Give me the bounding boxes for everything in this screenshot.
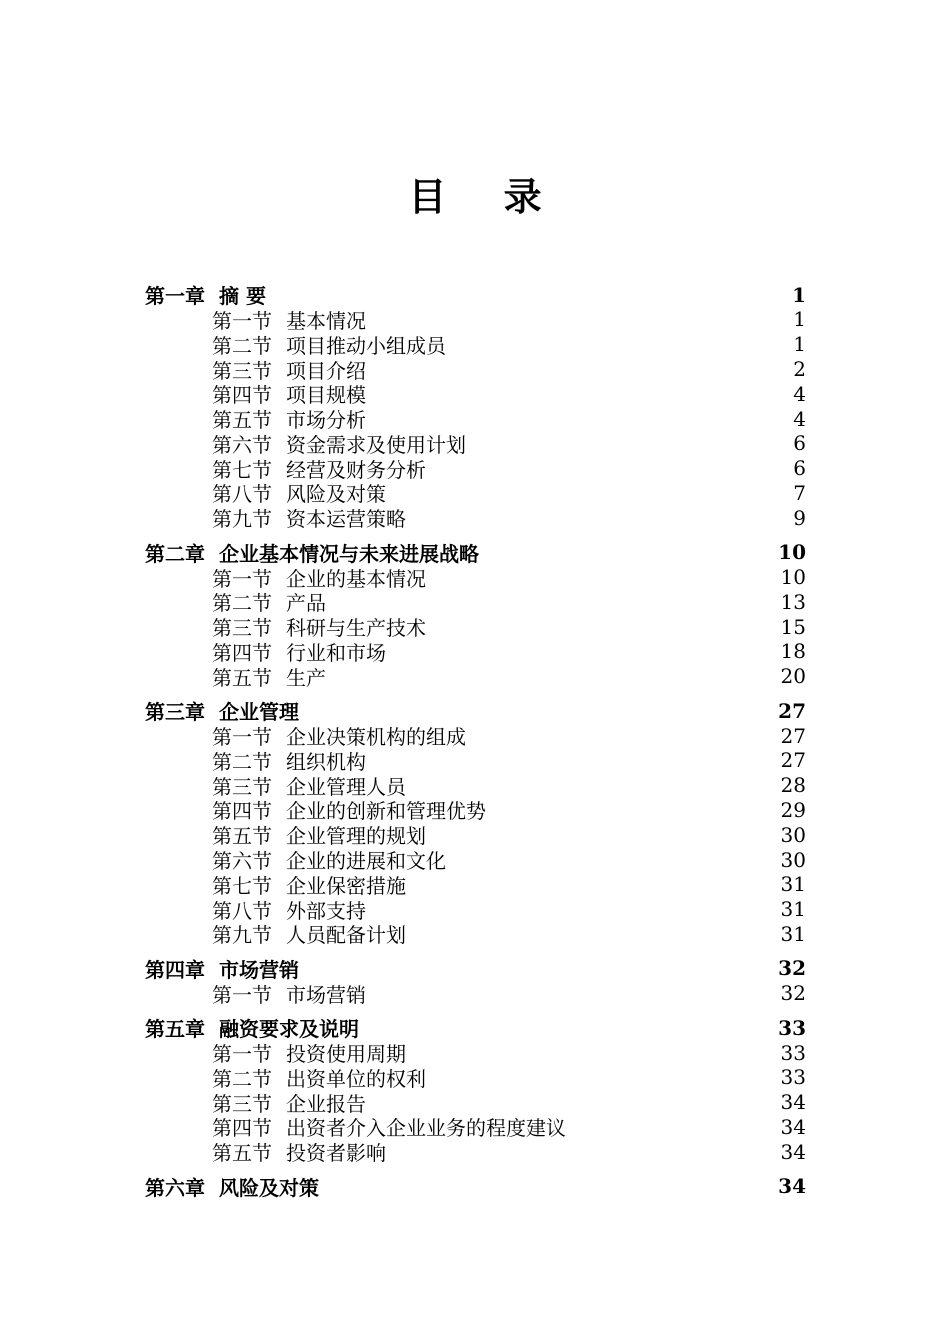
chapter-page-number: 32 (778, 956, 806, 981)
section-number: 第九节 (212, 923, 272, 948)
section-number: 第二节 (212, 591, 272, 616)
section-page-number: 34 (780, 1139, 806, 1164)
section-page-number: 18 (780, 639, 806, 664)
section-number: 第一节 (212, 566, 272, 591)
chapter-name: 摘 要 (219, 284, 266, 308)
toc-section-entry[interactable] (145, 332, 806, 357)
section-page-number: 10 (780, 565, 806, 590)
section-name: 企业报告 (286, 1091, 366, 1116)
toc-section-entry[interactable] (145, 748, 806, 773)
section-name: 项目规模 (286, 383, 366, 408)
section-name: 基本情况 (286, 308, 366, 333)
toc-section-entry[interactable] (145, 847, 806, 872)
section-title (145, 662, 326, 691)
section-number: 第七节 (212, 457, 272, 482)
section-title (145, 919, 406, 948)
section-number: 第四节 (212, 799, 272, 824)
section-name: 生产 (286, 665, 326, 690)
section-number: 第一节 (212, 982, 272, 1007)
section-number: 第八节 (212, 482, 272, 507)
toc-section-entry[interactable] (145, 1139, 806, 1164)
section-page-number: 28 (780, 773, 806, 798)
chapter-number: 第一章 (145, 284, 205, 308)
section-number: 第四节 (212, 640, 272, 665)
section-page-number: 30 (780, 822, 806, 847)
section-page-number: 34 (780, 1090, 806, 1115)
section-page-number: 20 (780, 664, 806, 689)
toc-section-entry[interactable] (145, 639, 806, 664)
section-page-number: 29 (780, 797, 806, 822)
toc-chapter-entry[interactable] (145, 698, 806, 723)
section-number: 第一节 (212, 308, 272, 333)
section-name: 市场分析 (286, 408, 366, 433)
section-number: 第五节 (212, 408, 272, 433)
chapter-page-number: 34 (778, 1174, 806, 1199)
chapter-page-number: 1 (792, 282, 806, 307)
section-name: 企业决策机构的组成 (286, 725, 466, 750)
toc-section-entry[interactable] (145, 981, 806, 1006)
section-page-number: 33 (780, 1040, 806, 1065)
section-number: 第六节 (212, 432, 272, 457)
toc-section-entry[interactable] (145, 798, 806, 823)
page-title: 目 录 (408, 174, 564, 219)
section-page-number: 27 (780, 723, 806, 748)
section-page-number: 7 (793, 480, 806, 505)
toc-section-entry[interactable] (145, 897, 806, 922)
section-title (145, 503, 406, 532)
section-name: 项目介绍 (286, 358, 366, 383)
section-name: 资金需求及使用计划 (286, 432, 466, 457)
section-name: 科研与生产技术 (286, 616, 426, 641)
toc-chapter-entry[interactable] (145, 1015, 806, 1040)
section-page-number: 33 (780, 1065, 806, 1090)
section-page-number: 31 (780, 872, 806, 897)
section-title (145, 979, 366, 1008)
section-number: 第三节 (212, 358, 272, 383)
toc-section-entry[interactable] (145, 922, 806, 947)
section-name: 风险及对策 (286, 482, 386, 507)
section-name: 企业管理人员 (286, 774, 406, 799)
toc-section-entry[interactable] (145, 589, 806, 614)
section-page-number: 31 (780, 921, 806, 946)
toc-section-entry[interactable] (145, 481, 806, 506)
toc-chapter-entry[interactable] (145, 956, 806, 981)
toc-section-entry[interactable] (145, 307, 806, 332)
section-page-number: 30 (780, 847, 806, 872)
section-page-number: 27 (780, 748, 806, 773)
section-title (145, 1137, 386, 1166)
chapter-name: 风险及对策 (219, 1175, 319, 1200)
chapter-page-number: 27 (778, 698, 806, 723)
section-name: 市场营销 (286, 982, 366, 1007)
section-number: 第七节 (212, 873, 272, 898)
chapter-number: 第三章 (145, 700, 205, 725)
section-name: 行业和市场 (286, 640, 386, 665)
section-number: 第三节 (212, 616, 272, 641)
section-page-number: 31 (780, 897, 806, 922)
section-number: 第三节 (212, 1091, 272, 1116)
section-number: 第五节 (212, 665, 272, 690)
section-page-number: 32 (780, 981, 806, 1006)
toc-chapter-entry[interactable] (145, 282, 806, 307)
section-number: 第一节 (212, 725, 272, 750)
chapter-page-number: 10 (778, 540, 806, 565)
section-page-number: 6 (793, 456, 806, 481)
toc-section-entry[interactable] (145, 723, 806, 748)
section-page-number: 4 (793, 406, 806, 431)
section-page-number: 4 (793, 381, 806, 406)
toc-section-entry[interactable] (145, 773, 806, 798)
section-name: 产品 (286, 591, 326, 616)
section-name: 企业管理的规划 (286, 824, 426, 849)
toc-section-entry[interactable] (145, 431, 806, 456)
section-number: 第五节 (212, 824, 272, 849)
section-name: 项目推动小组成员 (286, 333, 446, 358)
section-name: 组织机构 (286, 749, 366, 774)
chapter-page-number: 33 (778, 1015, 806, 1040)
chapter-name: 企业管理 (219, 700, 299, 725)
section-name: 出资单位的权利 (286, 1066, 426, 1091)
section-name: 企业保密措施 (286, 873, 406, 898)
toc-chapter-entry[interactable] (145, 1174, 806, 1199)
section-number: 第八节 (212, 898, 272, 923)
toc-section-entry[interactable] (145, 406, 806, 431)
section-page-number: 1 (793, 332, 806, 357)
toc-section-entry[interactable] (145, 614, 806, 639)
section-page-number: 34 (780, 1114, 806, 1139)
section-number: 第二节 (212, 1066, 272, 1091)
chapter-name: 市场营销 (219, 957, 299, 982)
toc-section-entry[interactable] (145, 1065, 806, 1090)
section-page-number: 1 (793, 307, 806, 332)
chapter-title (145, 1172, 319, 1201)
toc-section-entry[interactable] (145, 1090, 806, 1115)
section-number: 第九节 (212, 507, 272, 532)
section-number: 第一节 (212, 1042, 272, 1067)
section-number: 第六节 (212, 849, 272, 874)
chapter-number: 第五章 (145, 1017, 205, 1042)
section-name: 企业的创新和管理优势 (286, 799, 486, 824)
section-number: 第五节 (212, 1141, 272, 1166)
section-name: 企业的基本情况 (286, 566, 426, 591)
toc-section-entry[interactable] (145, 664, 806, 689)
toc-section-entry[interactable] (145, 872, 806, 897)
section-page-number: 13 (780, 589, 806, 614)
section-name: 企业的进展和文化 (286, 849, 446, 874)
section-number: 第二节 (212, 749, 272, 774)
toc-section-entry[interactable] (145, 1115, 806, 1140)
section-name: 资本运营策略 (286, 507, 406, 532)
section-page-number: 6 (793, 431, 806, 456)
section-number: 第四节 (212, 383, 272, 408)
section-number: 第四节 (212, 1116, 272, 1141)
section-page-number: 2 (793, 356, 806, 381)
toc-section-entry[interactable] (145, 381, 806, 406)
toc-chapter-entry[interactable] (145, 540, 806, 565)
chapter-number: 第六章 (145, 1175, 205, 1200)
chapter-name: 企业基本情况与未来进展战略 (219, 541, 479, 566)
section-number: 第二节 (212, 333, 272, 358)
chapter-name: 融资要求及说明 (219, 1017, 359, 1042)
section-name: 出资者介入企业业务的程度建议 (286, 1116, 566, 1141)
section-name: 投资者影响 (286, 1141, 386, 1166)
chapter-number: 第二章 (145, 541, 205, 566)
section-name: 投资使用周期 (286, 1042, 406, 1067)
section-page-number: 9 (793, 505, 806, 530)
toc-section-entry[interactable] (145, 565, 806, 590)
section-number: 第三节 (212, 774, 272, 799)
section-name: 外部支持 (286, 898, 366, 923)
chapter-number: 第四章 (145, 957, 205, 982)
toc-section-entry[interactable] (145, 357, 806, 382)
toc-section-entry[interactable] (145, 456, 806, 481)
section-name: 经营及财务分析 (286, 457, 426, 482)
section-name: 人员配备计划 (286, 923, 406, 948)
section-page-number: 15 (780, 614, 806, 639)
table-of-contents (145, 282, 806, 1199)
toc-section-entry[interactable] (145, 822, 806, 847)
toc-section-entry[interactable] (145, 1040, 806, 1065)
toc-section-entry[interactable] (145, 505, 806, 530)
